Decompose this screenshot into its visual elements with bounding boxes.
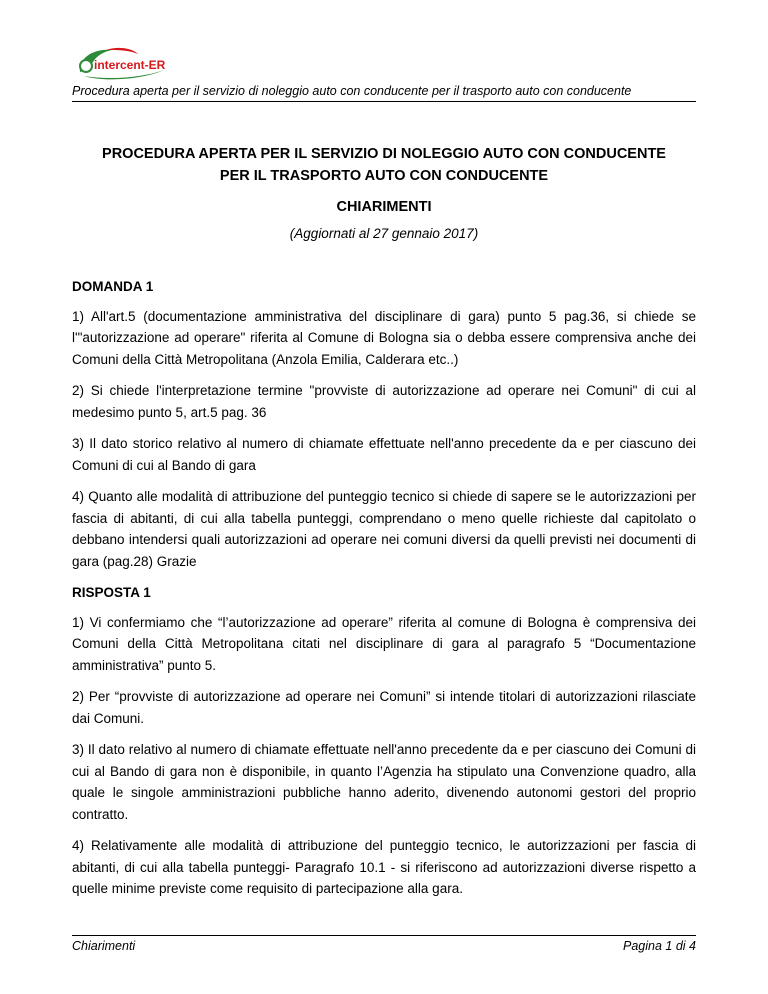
logo-graphic [72, 44, 182, 86]
running-header: Procedura aperta per il servizio di noleggio auto con conducente per il trasporto auto con conducente [72, 84, 632, 98]
domanda-item: 2) Si chiede l'interpretazione termine "provviste di autorizzazione ad operare nei Comuni" di cui al medesimo punto 5, art.5 pag. 36 [72, 383, 696, 420]
logo-text: intercent-ER [94, 58, 166, 72]
domanda-heading: DOMANDA 1 [72, 279, 154, 294]
document-title-chiarimenti: CHIARIMENTI [336, 199, 432, 215]
risposta-item: 3) Il dato relativo al numero di chiamate effettuate nell'anno precedente da e per ciascuno dei Comuni di cui al Bando di gara non è disponibile, in quanto l’Agenzia ha stipulato una Convenzione quadro, alla quale le singole amministrazioni pubbliche hanno aderito, divenendo autonomi gestori del proprio contratto. [72, 742, 696, 822]
risposta-heading: RISPOSTA 1 [72, 585, 151, 600]
domanda-item: 1) All'art.5 (documentazione amministrativa del disciplinare di gara) punto 5 pag.36, si chiede se l'"autorizzazione ad operare" riferita al Comune di Bologna sia o debba essere comprensiva anche dei Comuni della Città Metropolitana (Anzola Emilia, Calderara etc..) [72, 308, 696, 367]
footer-page-number: Pagina 1 di 4 [623, 939, 696, 953]
header-divider [72, 101, 696, 102]
domanda-item: 4) Quanto alle modalità di attribuzione del punteggio tecnico si chiede di sapere se le autorizzazioni per fascia di abitanti, di cui alla tabella punteggi, comprendano o meno quelle richieste dal capitolato o debbano intendersi quali autorizzazioni ad operare nei comuni diversi da quelli previsti nei documenti di gara (pag.28) Grazie [72, 489, 696, 569]
risposta-item: 1) Vi confermiamo che “l’autorizzazione ad operare” riferita al comune di Bologna è comprensiva dei Comuni della Città Metropolitana citati nel disciplinare di gara al paragrafo 5 “Documentazione amministrativa” punto 5. [72, 614, 696, 673]
intercent-er-logo [72, 44, 182, 86]
domanda-item: 3) Il dato storico relativo al numero di chiamate effettuate nell'anno precedente da e per ciascuno dei Comuni di cui al Bando di gara [72, 436, 696, 473]
footer-divider [72, 935, 696, 936]
document-subtitle-date: (Aggiornati al 27 gennaio 2017) [289, 226, 479, 241]
risposta-item: 2) Per “provviste di autorizzazione ad operare nei Comuni” si intende titolari di autorizzazioni rilasciate dai Comuni. [72, 689, 696, 726]
footer-section-label: Chiarimenti [72, 939, 136, 953]
document-title-line-1: PROCEDURA APERTA PER IL SERVIZIO DI NOLEGGIO AUTO CON CONDUCENTE [102, 146, 666, 162]
document-title-line-2: PER IL TRASPORTO AUTO CON CONDUCENTE [219, 168, 549, 184]
document-body [72, 276, 696, 910]
risposta-item: 4) Relativamente alle modalità di attribuzione del punteggio tecnico, le autorizzazioni per fascia di abitanti, di cui alla tabella punteggi- Paragrafo 10.1 - si riferiscono ad autorizzazioni diverse rispetto a quelle minime previste come requisito di partecipazione alla gara. [72, 838, 696, 896]
